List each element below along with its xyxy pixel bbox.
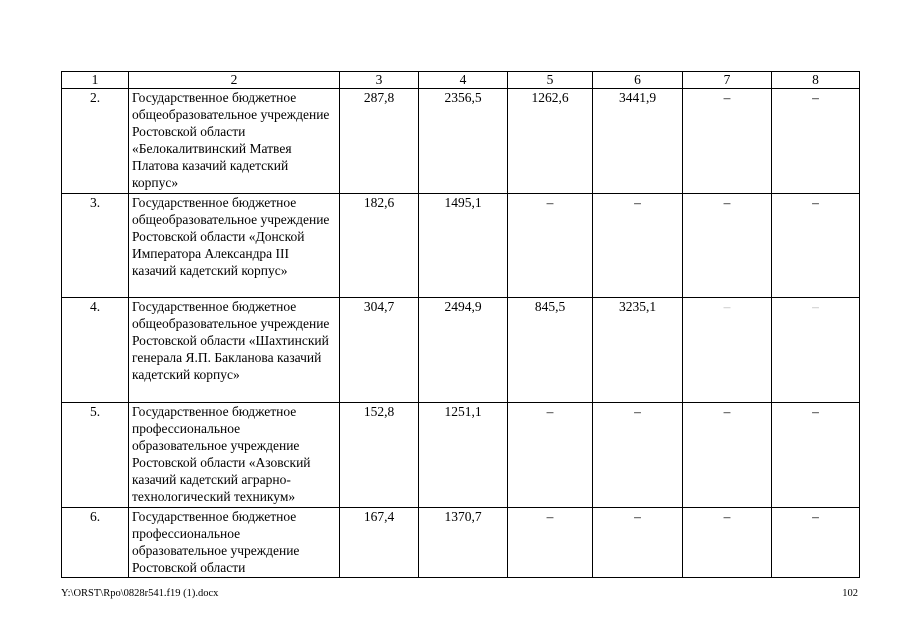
cell-value: 167,4 bbox=[340, 508, 419, 578]
footer-file-path: Y:\ORST\Rpo\0828r541.f19 (1).docx bbox=[61, 588, 219, 599]
row-number: 4. bbox=[62, 298, 129, 403]
column-header: 3 bbox=[340, 72, 419, 89]
cell-value: – bbox=[593, 508, 683, 578]
cell-value: – bbox=[683, 508, 772, 578]
cell-value: – bbox=[772, 89, 860, 194]
institution-name: Государственное бюджетное профессиональное образовательное учреждение Ростовской области bbox=[129, 508, 340, 578]
row-number: 2. bbox=[62, 89, 129, 194]
cell-value: 152,8 bbox=[340, 403, 419, 508]
cell-value: – bbox=[683, 298, 772, 403]
table-header-row bbox=[62, 72, 860, 89]
cell-value: – bbox=[508, 194, 593, 298]
cell-value: 845,5 bbox=[508, 298, 593, 403]
column-header: 5 bbox=[508, 72, 593, 89]
column-header: 6 bbox=[593, 72, 683, 89]
cell-value: 1370,7 bbox=[419, 508, 508, 578]
table-row bbox=[62, 194, 860, 298]
data-table bbox=[61, 71, 860, 578]
cell-value: 1495,1 bbox=[419, 194, 508, 298]
footer-page-number: 102 bbox=[842, 588, 858, 599]
cell-value: – bbox=[683, 89, 772, 194]
table-row bbox=[62, 403, 860, 508]
cell-value: – bbox=[508, 403, 593, 508]
cell-value: – bbox=[772, 508, 860, 578]
row-number: 5. bbox=[62, 403, 129, 508]
row-number: 6. bbox=[62, 508, 129, 578]
row-number: 3. bbox=[62, 194, 129, 298]
cell-value: 182,6 bbox=[340, 194, 419, 298]
institution-name: Государственное бюджетное общеобразовательное учреждение Ростовской области «Донской Императора Александра III казачий кадетский корпус» bbox=[129, 194, 340, 298]
table-row bbox=[62, 89, 860, 194]
cell-value: – bbox=[593, 403, 683, 508]
cell-value: 287,8 bbox=[340, 89, 419, 194]
cell-value: – bbox=[772, 194, 860, 298]
table-row bbox=[62, 298, 860, 403]
cell-value: 1262,6 bbox=[508, 89, 593, 194]
cell-value: – bbox=[683, 194, 772, 298]
institution-name: Государственное бюджетное профессиональное образовательное учреждение Ростовской области «Азовский казачий кадетский аграрно-технологический техникум» bbox=[129, 403, 340, 508]
column-header: 8 bbox=[772, 72, 860, 89]
column-header: 2 bbox=[129, 72, 340, 89]
cell-value: – bbox=[772, 403, 860, 508]
cell-value: 3235,1 bbox=[593, 298, 683, 403]
column-header: 1 bbox=[62, 72, 129, 89]
cell-value: 1251,1 bbox=[419, 403, 508, 508]
column-header: 7 bbox=[683, 72, 772, 89]
table-row bbox=[62, 508, 860, 578]
cell-value: – bbox=[683, 403, 772, 508]
institution-name: Государственное бюджетное общеобразовательное учреждение Ростовской области «Белокалитвинский Матвея Платова казачий кадетский корпус» bbox=[129, 89, 340, 194]
cell-value: – bbox=[772, 298, 860, 403]
cell-value: 3441,9 bbox=[593, 89, 683, 194]
institution-name: Государственное бюджетное общеобразовательное учреждение Ростовской области «Шахтинский генерала Я.П. Бакланова казачий кадетский корпус» bbox=[129, 298, 340, 403]
cell-value: 304,7 bbox=[340, 298, 419, 403]
cell-value: – bbox=[593, 194, 683, 298]
cell-value: – bbox=[508, 508, 593, 578]
column-header: 4 bbox=[419, 72, 508, 89]
cell-value: 2494,9 bbox=[419, 298, 508, 403]
cell-value: 2356,5 bbox=[419, 89, 508, 194]
